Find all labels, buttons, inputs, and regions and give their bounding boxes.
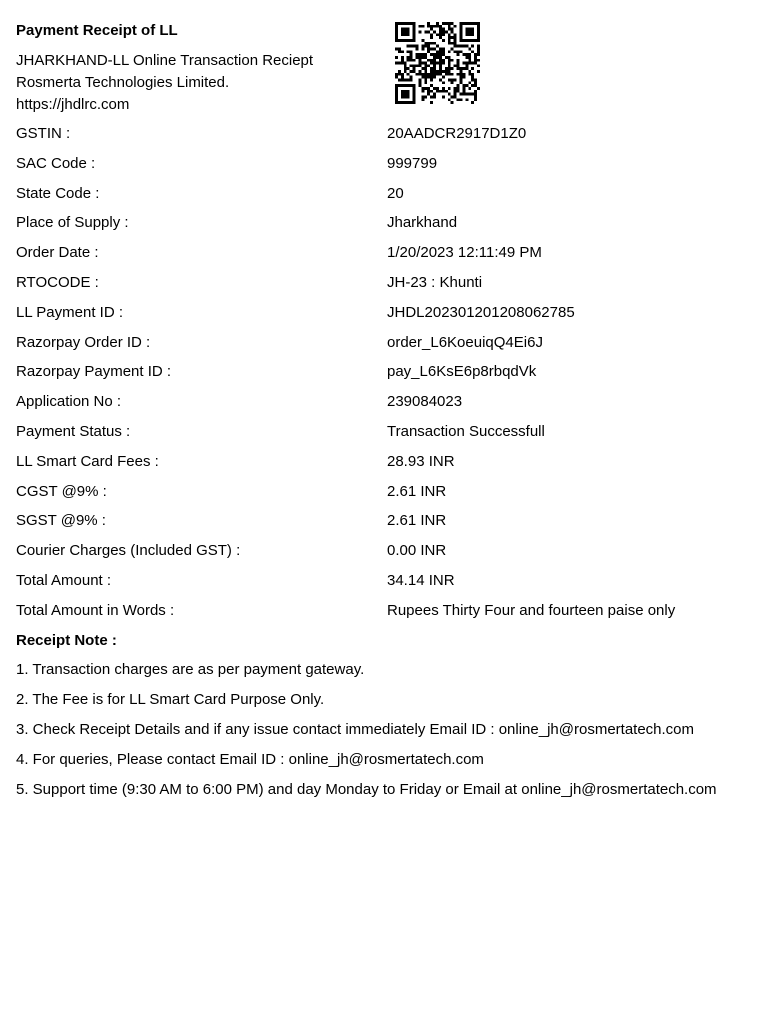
detail-row xyxy=(16,331,756,361)
detail-row xyxy=(16,450,756,480)
detail-label: LL Smart Card Fees : xyxy=(16,452,159,470)
receipt-header xyxy=(16,20,376,116)
detail-label: Payment Status : xyxy=(16,422,131,440)
detail-value: 1/20/2023 12:11:49 PM xyxy=(387,244,542,262)
detail-row xyxy=(16,301,756,331)
detail-value: 2.61 INR xyxy=(387,512,447,530)
header-line-1: JHARKHAND-LL Online Transaction Reciept xyxy=(16,52,314,69)
detail-label: Application No : xyxy=(16,393,122,411)
detail-row xyxy=(16,241,756,271)
detail-value: 20 xyxy=(387,184,404,202)
receipt-note-item: 5. Support time (9:30 AM to 6:00 PM) and day Monday to Friday or Email at online_jh@rosmertatech.com xyxy=(16,780,717,798)
receipt-details xyxy=(16,122,756,807)
detail-value: pay_L6KsE6p8rbqdVk xyxy=(387,363,537,381)
detail-value: 28.93 INR xyxy=(387,452,455,470)
detail-row xyxy=(16,152,756,182)
detail-label: CGST @9% : xyxy=(16,482,107,500)
detail-row xyxy=(16,509,756,539)
detail-row xyxy=(16,480,756,510)
detail-value: 239084023 xyxy=(387,393,463,411)
detail-label: Courier Charges (Included GST) : xyxy=(16,542,241,560)
detail-row xyxy=(16,390,756,420)
detail-value: JHDL202301201208062785 xyxy=(387,303,575,321)
header-line-3: https://jhdlrc.com xyxy=(16,96,130,113)
detail-label: SAC Code : xyxy=(16,154,96,172)
detail-value: 0.00 INR xyxy=(387,542,447,560)
detail-label: RTOCODE : xyxy=(16,273,99,291)
receipt-note-title: Receipt Note : xyxy=(16,631,117,649)
detail-row xyxy=(16,569,756,599)
detail-label: Total Amount : xyxy=(16,571,112,589)
detail-label: State Code : xyxy=(16,184,100,202)
detail-value: 20AADCR2917D1Z0 xyxy=(387,125,527,142)
detail-value: Rupees Thirty Four and fourteen paise only xyxy=(387,601,676,619)
detail-row xyxy=(16,211,756,241)
details-list xyxy=(16,122,756,629)
receipt-note-item: 4. For queries, Please contact Email ID : online_jh@rosmertatech.com xyxy=(16,750,484,768)
detail-row xyxy=(16,599,756,629)
receipt-note-item: 2. The Fee is for LL Smart Card Purpose Only. xyxy=(16,691,325,709)
detail-value: order_L6KoeuiqQ4Ei6J xyxy=(387,333,543,351)
detail-label: LL Payment ID : xyxy=(16,303,123,321)
detail-label: Order Date : xyxy=(16,244,99,262)
detail-row xyxy=(16,271,756,301)
detail-value: Transaction Successfull xyxy=(387,422,545,440)
detail-row xyxy=(16,182,756,212)
receipt-note-item: 1. Transaction charges are as per payment gateway. xyxy=(16,661,365,679)
detail-label: Total Amount in Words : xyxy=(16,601,175,619)
detail-label: Razorpay Order ID : xyxy=(16,333,151,351)
detail-label: Razorpay Payment ID : xyxy=(16,363,172,381)
receipt-note-item: 3. Check Receipt Details and if any issue contact immediately Email ID : online_jh@rosmertatech.com xyxy=(16,720,695,738)
detail-row xyxy=(16,360,756,390)
detail-label: GSTIN : xyxy=(16,125,71,142)
receipt-title: Payment Receipt of LL xyxy=(16,22,178,39)
detail-value: 2.61 INR xyxy=(387,482,447,500)
header-line-2: Rosmerta Technologies Limited. xyxy=(16,74,230,91)
detail-value: 34.14 INR xyxy=(387,571,455,589)
detail-row xyxy=(16,539,756,569)
receipt-notes-list xyxy=(16,658,756,807)
detail-row xyxy=(16,122,756,152)
qr-code-icon xyxy=(395,22,480,104)
detail-value: JH-23 : Khunti xyxy=(387,273,483,291)
detail-value: Jharkhand xyxy=(387,214,458,232)
detail-value: 999799 xyxy=(387,154,438,172)
detail-label: Place of Supply : xyxy=(16,214,129,232)
detail-label: SGST @9% : xyxy=(16,512,106,530)
detail-row xyxy=(16,420,756,450)
